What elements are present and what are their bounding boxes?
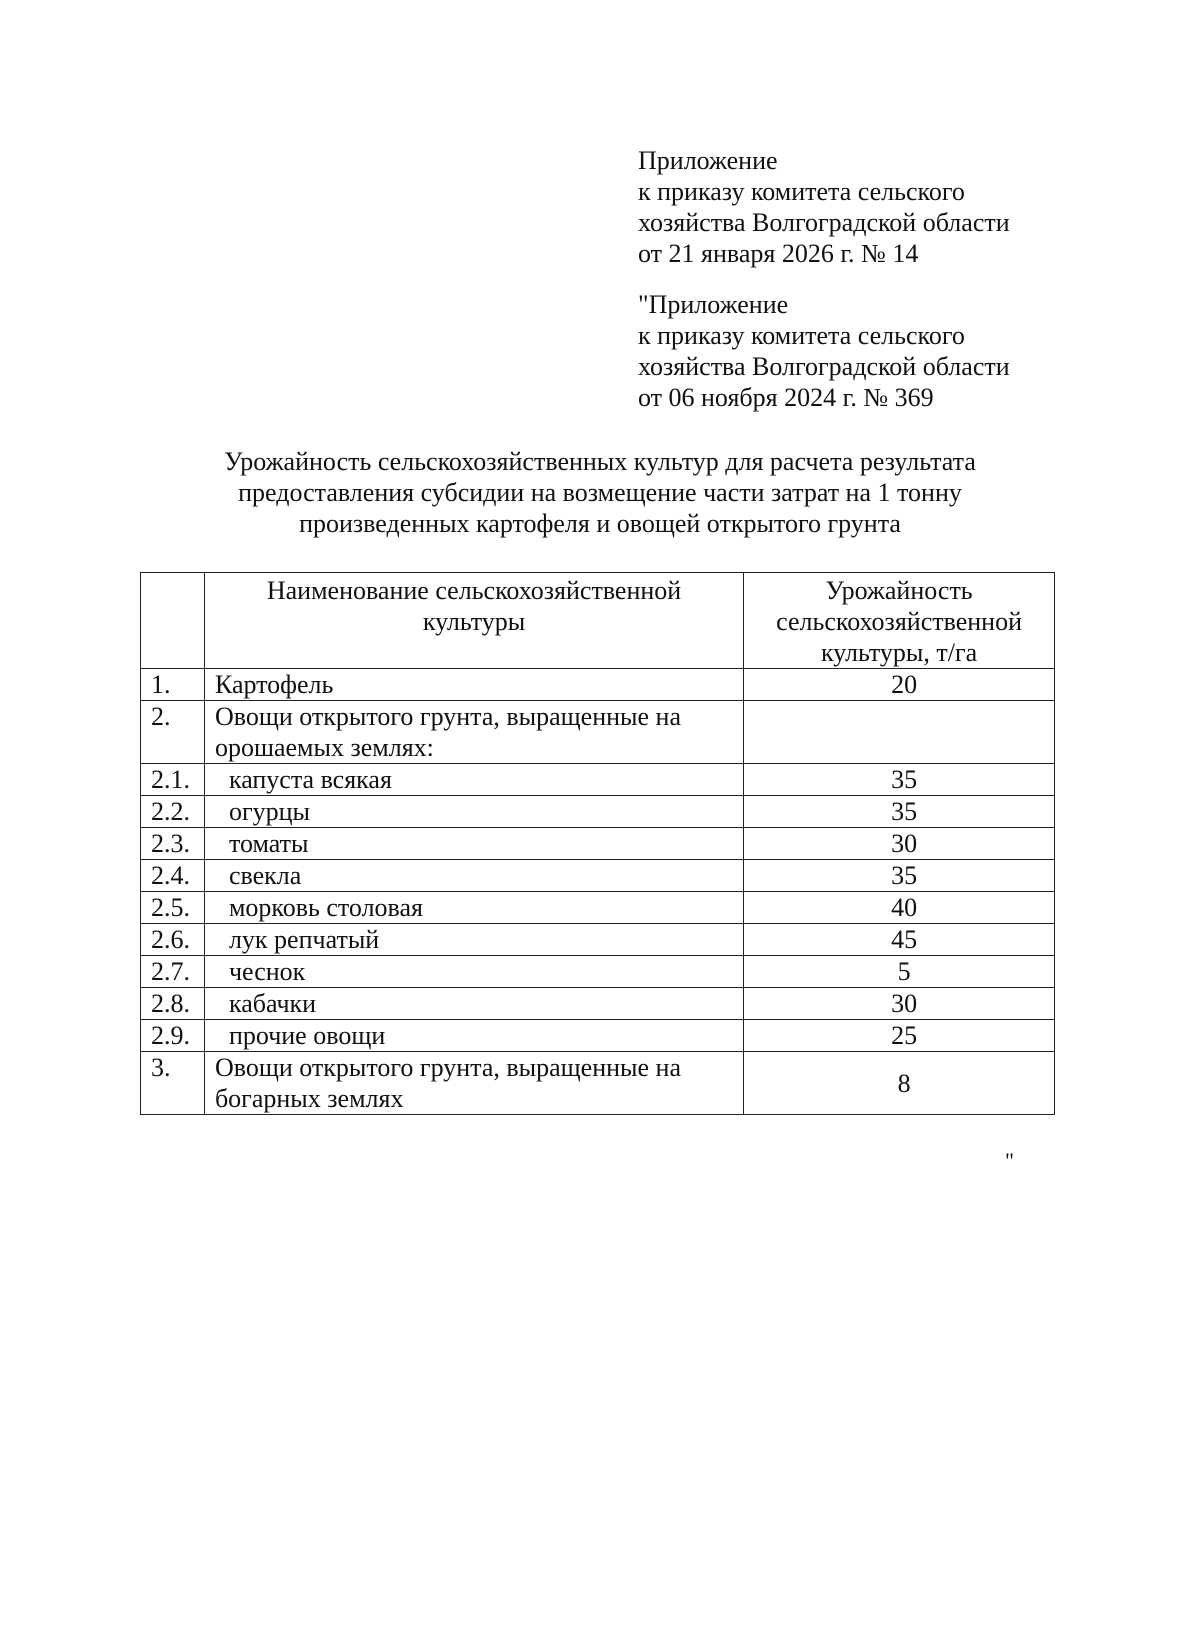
row-crop-name	[204, 1052, 743, 1115]
annex-line: "Приложение	[638, 290, 789, 319]
header-number-cell	[141, 573, 205, 669]
row-yield-value: 25	[744, 1020, 1055, 1052]
annex-line: к приказу комитета сельского	[638, 321, 965, 350]
table-row	[141, 924, 1055, 956]
row-crop-name: свекла	[204, 860, 743, 892]
title-line: произведенных картофеля и овощей открытого грунта	[299, 509, 901, 538]
row-yield-value: 30	[744, 828, 1055, 860]
header-value-cell	[744, 573, 1055, 669]
table-row	[141, 1020, 1055, 1052]
row-number: 2.2.	[141, 796, 205, 828]
row-yield-value: 35	[744, 764, 1055, 796]
title-line: предоставления субсидии на возмещение части затрат на 1 тонну	[238, 478, 962, 507]
yield-table	[140, 572, 1055, 1115]
row-yield-value: 8	[744, 1052, 1055, 1115]
title-line: Урожайность сельскохозяйственных культур для расчета результата	[224, 447, 976, 476]
row-number: 3.	[141, 1052, 205, 1115]
row-crop-name	[204, 701, 743, 764]
row-number: 1.	[141, 669, 205, 701]
row-crop-name: капуста всякая	[204, 764, 743, 796]
annex-original-order	[638, 289, 1010, 413]
annex-current-order	[638, 145, 1010, 269]
annex-line: от 21 января 2026 г. № 14	[638, 239, 919, 268]
row-number: 2.1.	[141, 764, 205, 796]
annex-line: Приложение	[638, 146, 778, 175]
annex-line: хозяйства Волгоградской области	[638, 352, 1010, 381]
row-yield-value: 45	[744, 924, 1055, 956]
document-title	[140, 446, 1060, 539]
row-crop-name: прочие овощи	[204, 1020, 743, 1052]
row-number: 2.3.	[141, 828, 205, 860]
row-crop-name: чеснок	[204, 956, 743, 988]
table-row	[141, 892, 1055, 924]
header-value-line: культуры, т/га	[820, 638, 978, 667]
table-row	[141, 956, 1055, 988]
row-number: 2.8.	[141, 988, 205, 1020]
crop-name-line: орошаемых землях:	[214, 733, 434, 762]
row-number: 2.5.	[141, 892, 205, 924]
row-yield-value: 20	[744, 669, 1055, 701]
row-yield-value: 5	[744, 956, 1055, 988]
row-number: 2.9.	[141, 1020, 205, 1052]
row-yield-value: 30	[744, 988, 1055, 1020]
table-header-row	[141, 573, 1055, 669]
table-row	[141, 1052, 1055, 1115]
row-crop-name: лук репчатый	[204, 924, 743, 956]
table-row	[141, 988, 1055, 1020]
row-crop-name: морковь столовая	[204, 892, 743, 924]
header-value-line: Урожайность	[825, 576, 973, 605]
row-crop-name: Картофель	[204, 669, 743, 701]
crop-name-line: Овощи открытого грунта, выращенные на	[214, 1053, 682, 1082]
table-row	[141, 669, 1055, 701]
crop-name-line: богарных землях	[214, 1084, 404, 1113]
closing-quote-mark: "	[1005, 1148, 1014, 1173]
row-yield-value: 35	[744, 860, 1055, 892]
annex-line: от 06 ноября 2024 г. № 369	[638, 383, 934, 412]
row-yield-value: 35	[744, 796, 1055, 828]
header-name-line: культуры	[422, 607, 526, 636]
row-yield-value	[744, 701, 1055, 764]
annex-line: хозяйства Волгоградской области	[638, 208, 1010, 237]
annex-line: к приказу комитета сельского	[638, 177, 965, 206]
row-crop-name: томаты	[204, 828, 743, 860]
table-row	[141, 796, 1055, 828]
header-value-line: сельскохозяйственной	[776, 607, 1023, 636]
row-number: 2.	[141, 701, 205, 764]
row-crop-name: огурцы	[204, 796, 743, 828]
row-crop-name: кабачки	[204, 988, 743, 1020]
row-number: 2.4.	[141, 860, 205, 892]
row-number: 2.7.	[141, 956, 205, 988]
header-name-cell	[204, 573, 743, 669]
row-yield-value: 40	[744, 892, 1055, 924]
table-row	[141, 860, 1055, 892]
header-name-line: Наименование сельскохозяйственной	[266, 576, 682, 605]
table-row	[141, 764, 1055, 796]
crop-name-line: Овощи открытого грунта, выращенные на	[214, 702, 682, 731]
row-number: 2.6.	[141, 924, 205, 956]
table-row	[141, 828, 1055, 860]
table-row	[141, 701, 1055, 764]
